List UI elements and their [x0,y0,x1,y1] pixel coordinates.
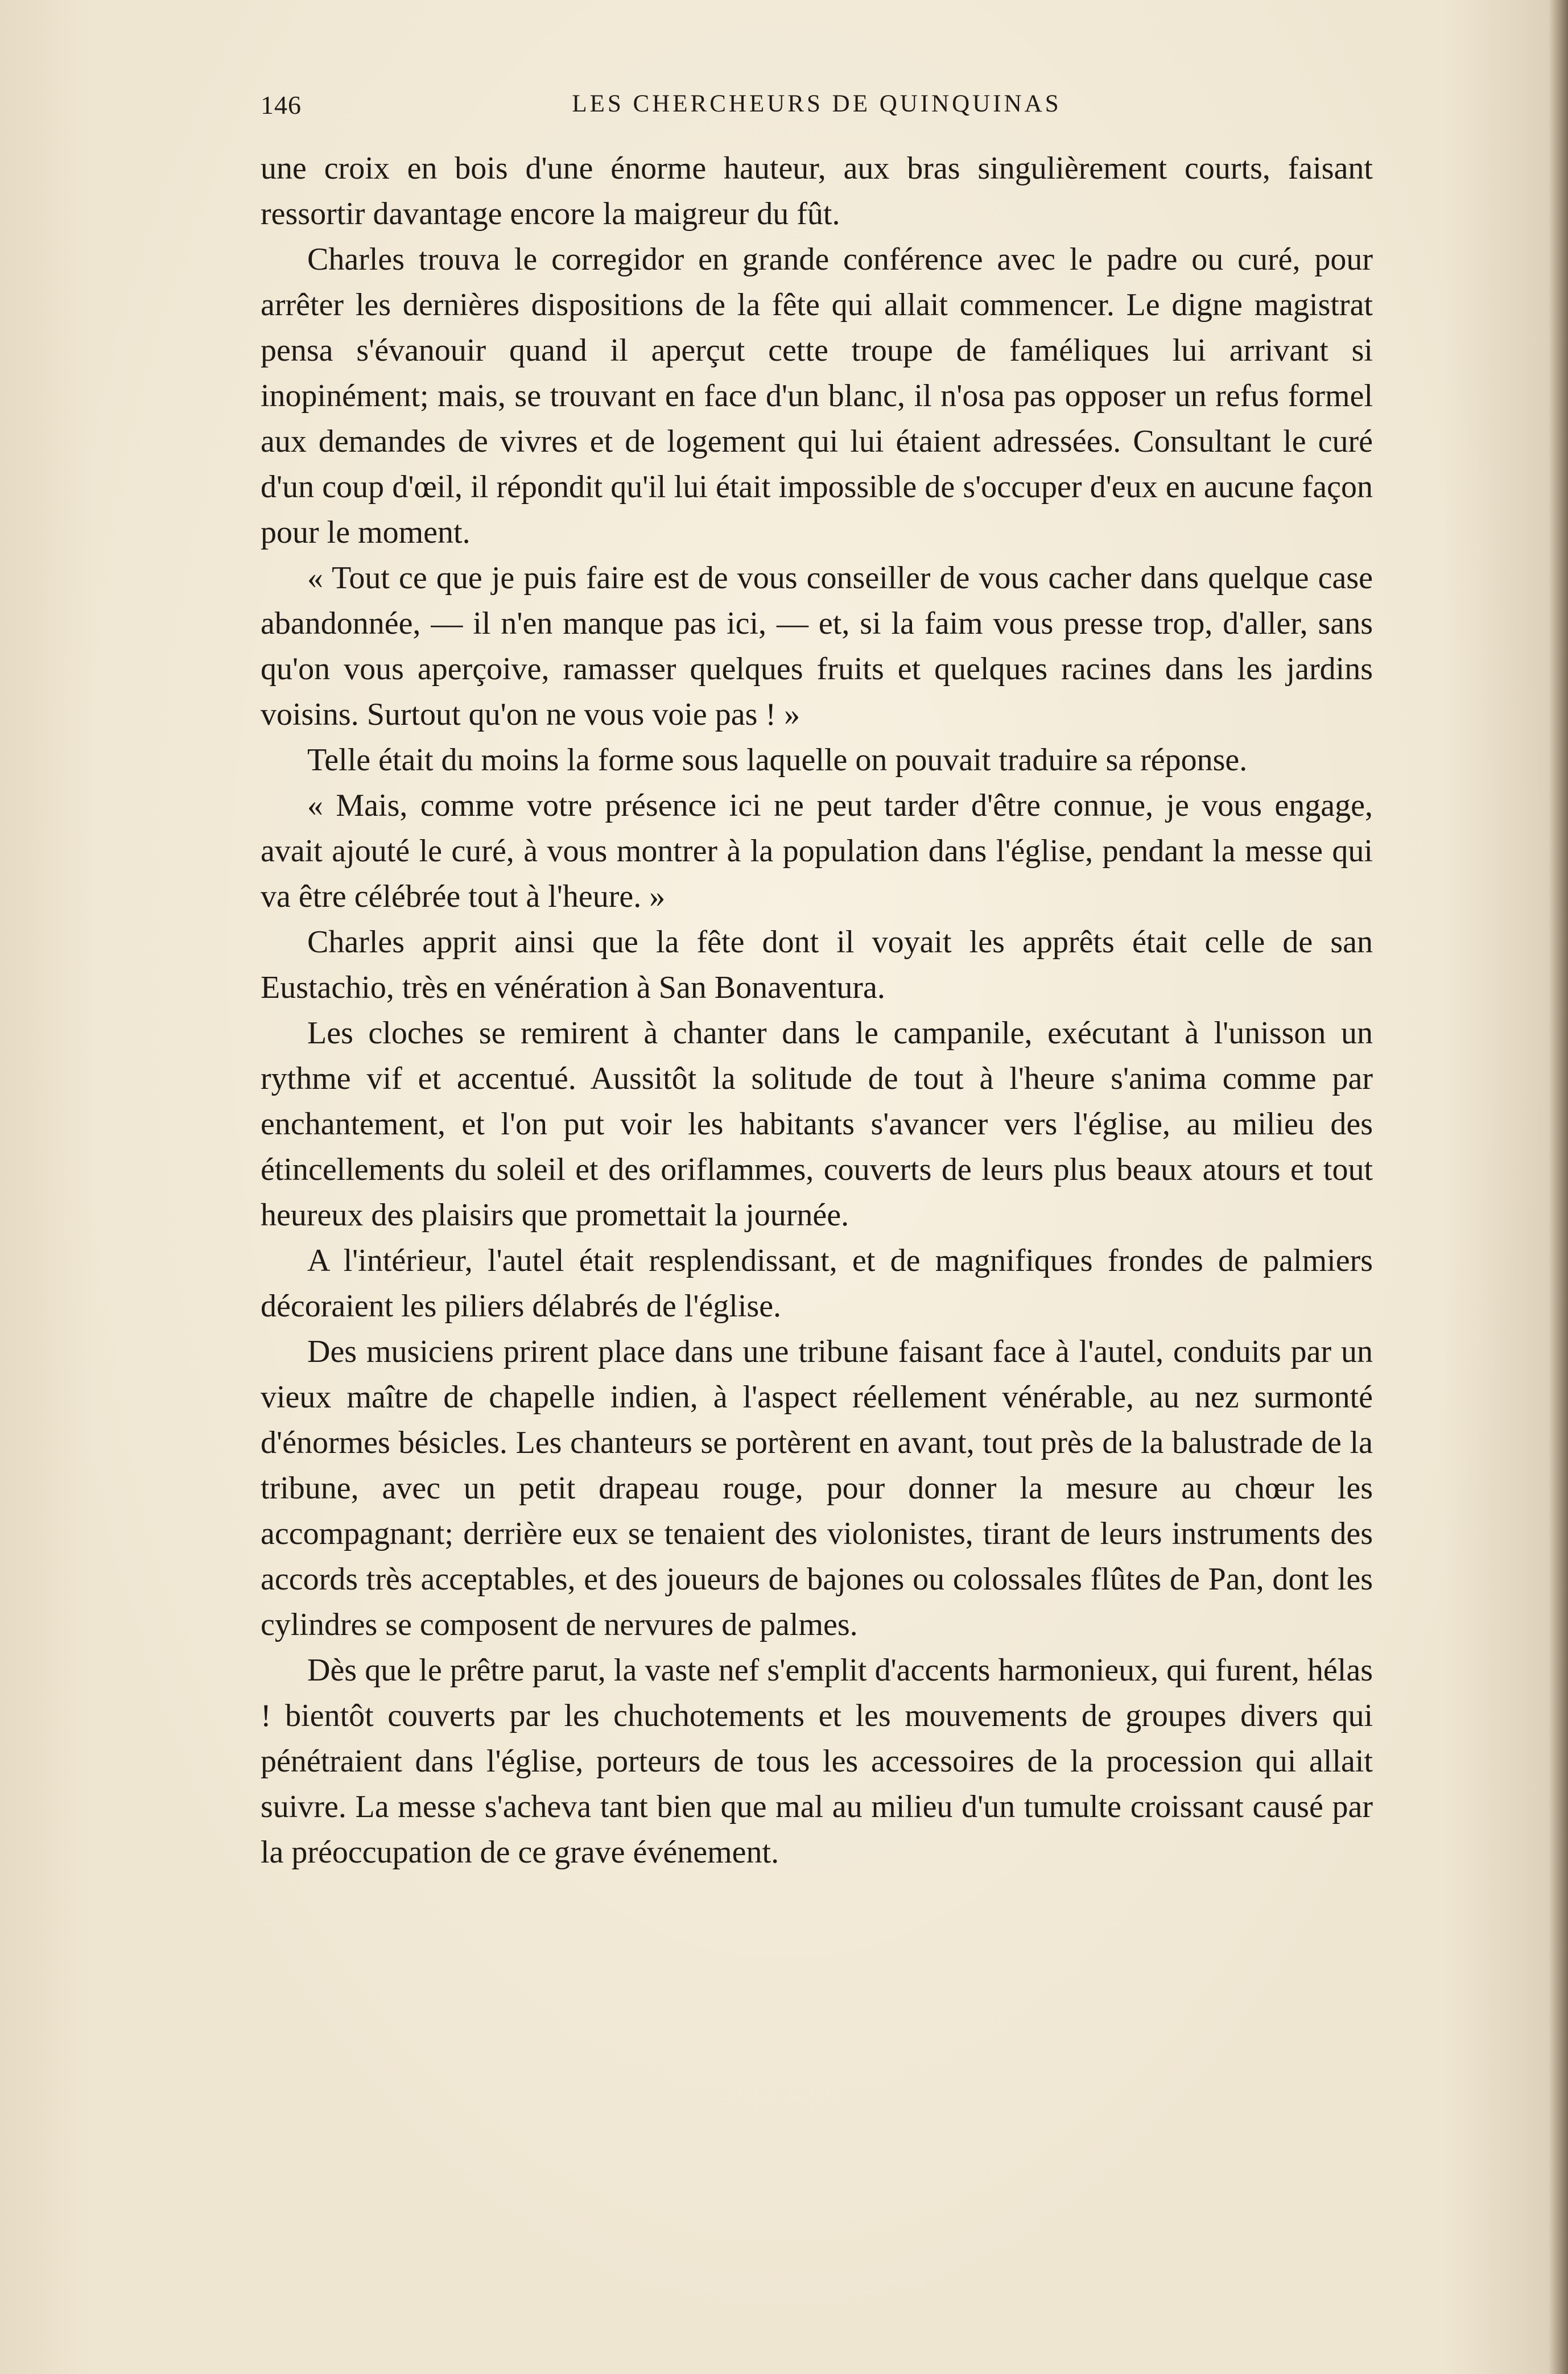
running-title: LES CHERCHEURS DE QUINQUINAS [572,90,1062,117]
paragraph-quote: « Mais, comme votre présence ici ne peut tarder d'être connue, je vous engage, avait ajouté le curé, à vous montrer à la population dans l'église, pendant la messe qui va être célébrée tout à l'heure. » [261,788,1373,914]
paragraph: Dès que le prêtre parut, la vaste nef s'emplit d'accents harmonieux, qui furent, hélas ! bientôt couverts par les chuchotements et les mouvements de groupes divers qui pénétraient dans l'église, porteurs de tous les accessoires de la procession qui allait suivre. La messe s'acheva tant bien que mal au milieu d'un tumulte croissant causé par la préoccupation de ce grave événement. [261,1653,1373,1870]
page-edge-shadow [1549,0,1568,2374]
page-number: 146 [261,90,302,119]
paragraph: A l'intérieur, l'autel était resplendissant, et de magnifiques frondes de palmiers décoraient les piliers délabrés de l'église. [261,1243,1373,1324]
paragraph: Telle était du moins la forme sous laquelle on pouvait traduire sa réponse. [307,742,1248,778]
paragraph-continued: une croix en bois d'une énorme hauteur, aux bras singulièrement courts, faisant ressortir davantage encore la maigreur du fût. [261,151,1373,232]
paragraph: Charles trouva le corregidor en grande conférence avec le padre ou curé, pour arrêter les dernières dispositions de la fête qui allait commencer. Le digne magistrat pensa s'évanouir quand il aperçut cette troupe de faméliques lui arrivant si inopinément; mais, se trouvant en face d'un blanc, il n'osa pas opposer un refus formel aux demandes de vivres et de logement qui lui étaient adressées. Consultant le curé d'un coup d'œil, il répondit qu'il lui était impossible de s'occuper d'eux en aucune façon pour le moment. [261,242,1373,550]
paragraph-musicians: Des musiciens prirent place dans une tribune faisant face à l'autel, conduits par un vieux maître de chapelle indien, à l'aspect réellement vénérable, au nez surmonté d'énormes bésicles. Les chanteurs se portèrent en avant, tout près de la balustrade de la tribune, avec un petit drapeau rouge, pour donner la mesure au chœur les accompagnant; derrière eux se tenaient des violonistes, tirant de leurs instruments des accords très acceptables, et des joueurs de bajones ou colossales flûtes de Pan, dont les cylindres se composent de nervures de palmes. [261,1334,1373,1642]
body-text [261,146,1373,1875]
running-head [261,90,1373,135]
paragraph-quote: « Tout ce que je puis faire est de vous conseiller de vous cacher dans quelque case abandonnée, — il n'en manque pas ici, — et, si la faim vous presse trop, d'aller, sans qu'on vous aperçoive, ramasser quelques fruits et quelques racines dans les jardins voisins. Surtout qu'on ne vous voie pas ! » [261,560,1373,732]
paragraph: Les cloches se remirent à chanter dans le campanile, exécutant à l'unisson un rythme vif et accentué. Aussitôt la solitude de tout à l'heure s'anima comme par enchantement, et l'on put voir les habitants s'avancer vers l'église, au milieu des étincellements du soleil et des oriflammes, couverts de leurs plus beaux atours et tout heureux des plaisirs que promettait la journée. [261,1015,1373,1233]
paragraph: Charles apprit ainsi que la fête dont il voyait les apprêts était celle de san Eustachio, très en vénération à San Bonaventura. [261,924,1373,1005]
